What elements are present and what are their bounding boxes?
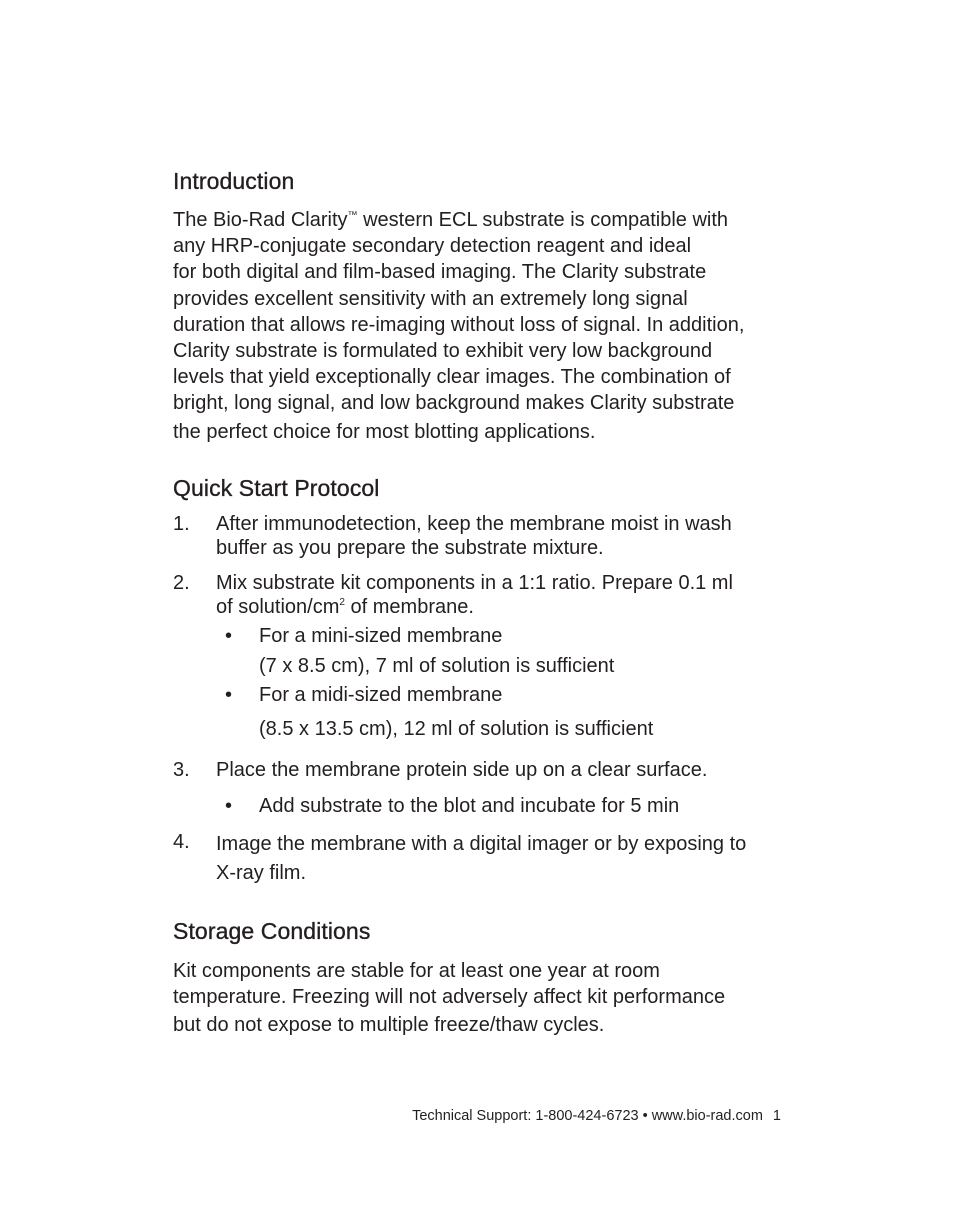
step-text-part: of solution/cm [216, 596, 340, 618]
step-line: Place the membrane protein side up on a clear surface. [216, 759, 708, 781]
bullet-icon: • [225, 795, 233, 817]
step-text [216, 512, 786, 560]
introduction-line: bright, long signal, and low background makes Clarity substrate [173, 392, 735, 415]
introduction-line: the perfect choice for most blotting applications. [173, 420, 596, 443]
bullet-text: For a midi-sized membrane [259, 684, 503, 706]
step-number: 3. [173, 759, 190, 781]
bullet-text: Add substrate to the blot and incubate for 5 min [259, 795, 680, 817]
trademark-symbol: ™ [347, 210, 358, 221]
step-number: 1. [173, 513, 190, 535]
introduction-line: duration that allows re-imaging without loss of signal. In addition, [173, 313, 745, 336]
bullet-continuation: (8.5 x 13.5 cm), 12 ml of solution is sufficient [259, 718, 654, 740]
page-footer [173, 1108, 781, 1124]
footer-contact: Technical Support: 1-800-424-6723 • www.bio-rad.com [412, 1108, 763, 1124]
step-line: buffer as you prepare the substrate mixture. [216, 537, 604, 559]
storage-paragraph [173, 958, 783, 1039]
superscript: 2 [339, 597, 345, 608]
step-number: 4. [173, 831, 190, 853]
storage-line: Kit components are stable for at least one year at room [173, 960, 660, 982]
introduction-line [173, 207, 783, 233]
introduction-line: for both digital and film-based imaging. The Clarity substrate [173, 261, 707, 284]
step-line: Image the membrane with a digital imager or by exposing to [216, 833, 747, 855]
page-number: 1 [772, 1108, 781, 1124]
step-text [216, 830, 786, 888]
introduction-line: provides excellent sensitivity with an extremely long signal [173, 287, 688, 310]
bullet-icon: • [225, 684, 233, 706]
introduction-line: Clarity substrate is formulated to exhibit very low background [173, 340, 713, 363]
step-text [216, 758, 786, 782]
protocol-heading: Quick Start Protocol [173, 475, 380, 501]
introduction-paragraph [173, 207, 783, 445]
step-line: After immunodetection, keep the membrane moist in wash [216, 513, 732, 535]
step-text-part: of membrane. [344, 596, 474, 618]
step-line: X-ray film. [216, 862, 306, 884]
bullet-icon: • [225, 625, 233, 647]
step-text [216, 571, 786, 619]
step-line: Mix substrate kit components in a 1:1 ratio. Prepare 0.1 ml [216, 572, 733, 594]
step-number: 2. [173, 572, 190, 594]
storage-heading: Storage Conditions [173, 918, 371, 944]
introduction-line: any HRP-conjugate secondary detection reagent and ideal [173, 235, 692, 258]
introduction-line: levels that yield exceptionally clear images. The combination of [173, 366, 731, 389]
storage-line: but do not expose to multiple freeze/thaw cycles. [173, 1014, 605, 1037]
bullet-text: For a mini-sized membrane [259, 625, 503, 647]
bullet-continuation: (7 x 8.5 cm), 7 ml of solution is sufficient [259, 655, 615, 677]
intro-text-part: The Bio-Rad Clarity [173, 209, 348, 231]
storage-line: temperature. Freezing will not adversely affect kit performance [173, 986, 726, 1009]
step-line [216, 595, 786, 619]
intro-text-part: western ECL substrate is compatible with [357, 209, 729, 231]
introduction-heading: Introduction [173, 168, 295, 194]
